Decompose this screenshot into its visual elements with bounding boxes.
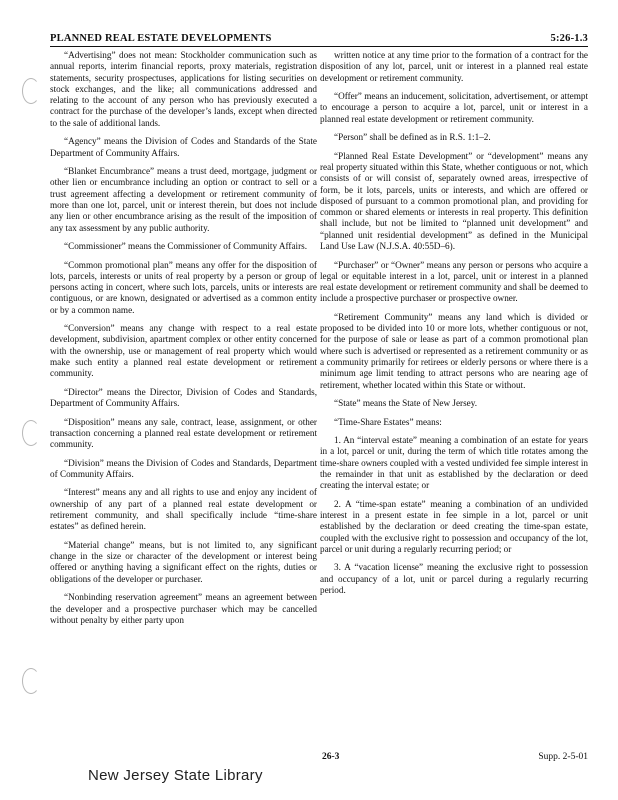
list-item: 1. An “interval estate” meaning a combination of an estate for years in a lot, parcel or unit, during the term of which title rotates among the time-share owners coupled with a vested undivided fee simple interest in the remainder in that unit as established by the declaration or deed creating the interval estate; or <box>320 435 588 491</box>
header-section-number: 5:26-1.3 <box>550 33 588 44</box>
right-column <box>320 50 588 604</box>
definition-paragraph: “Common promotional plan” means any offer for the disposition of lots, parcels, interests or units of real property by a person or group of persons acting in concert, where such lots, parcels, units or interests are contiguous, or are known, designated or advertised as a common entity or by a common name. <box>50 259 317 315</box>
definition-paragraph: “State” means the State of New Jersey. <box>334 398 478 409</box>
punch-hole-mark <box>22 420 40 446</box>
definition-paragraph: “Offer” means an inducement, solicitation, advertisement, or attempt to encourage a person to acquire a lot, parcel, unit or interest in a planned real estate development or retirement community. <box>320 91 588 124</box>
definition-paragraph: “Interest” means any and all rights to use and enjoy any incident of ownership of any part of a planned real estate development or retirement community, and shall specifically include “time-share estates” as defined herein. <box>50 487 317 532</box>
punch-hole-mark <box>22 668 40 694</box>
definition-paragraph: “Retirement Community” means any land which is divided or proposed to be divided into 10 or more lots, whether contiguous or not, for the purpose of sale or lease as part of a common promotional plan where such is advertised or represented as a retirement community or as a community primarily for retirees or elderly persons or where there is a minimum age limit tending to attract persons who are nearing age of retirement, whether located within this State or without. <box>320 311 588 390</box>
definition-paragraph: “Disposition” means any sale, contract, lease, assignment, or other transaction concerning a planned real estate development or retirement community. <box>50 416 317 450</box>
definition-paragraph: “Material change” means, but is not limited to, any significant change in the size or character of the development or interest being offered or anything having a significant effect on the rights, duties or obligations of the developer or purchaser. <box>50 539 317 584</box>
definition-paragraph: written notice at any time prior to the formation of a contract for the disposition of any lot, parcel, unit or interest in a planned real estate development or retirement community. <box>320 50 588 83</box>
definition-paragraph: “Purchaser” or “Owner” means any person or persons who acquire a legal or equitable interest in a lot, parcel, unit or interest in a planned real estate development or retirement community and shall be deemed to include a prospective purchaser or prospective owner. <box>320 259 588 304</box>
list-item: 2. A “time-span estate” meaning a combination of an undivided interest in a present estate in fee simple in a lot, parcel or unit established by the declaration or deed creating the time-span estate, coupled with the exclusive right to possession and occupancy of the lot, parcel or unit during a regularly recurring period; or <box>320 498 588 554</box>
definition-paragraph: “Advertising” does not mean: Stockholder communication such as annual reports, interim financial reports, proxy materials, registration statements, security prospectuses, applications for listing securities on stock exchanges, and the like; all communications addressed and relating to the account of any person who has previously executed a contract for the purchase of the developer’s lands, except when directed to the sale of additional lands. <box>50 50 317 128</box>
punch-hole-mark <box>22 78 40 104</box>
header-title: PLANNED REAL ESTATE DEVELOPMENTS <box>50 33 272 44</box>
definition-paragraph: “Division” means the Division of Codes and Standards, Department of Community Affairs. <box>50 457 317 479</box>
definition-paragraph: “Planned Real Estate Development” or “development” means any real property situated within this State, whether contiguous or not, which consists of or will consist of, separately owned areas, irrespective of form, be it lots, parcels, units or interests, and which are offered or disposed of pursuant to a common promotional plan, and providing for common or shared elements or interests in real property. This definition shall include, but not be limited to “planned unit development” and “planned unit residential development” as defined in the Municipal Land Use Law (N.J.S.A. 40:55D–6). <box>320 150 588 252</box>
definition-paragraph: “Time-Share Estates” means: <box>334 416 442 427</box>
definition-paragraph: “Blanket Encumbrance” means a trust deed, mortgage, judgment or other lien or encumbrance including an option or contract to sell or a trust agreement affecting a development or retirement community of more than one lot, parcel, unit or interest therein, but does not include any lien or other encumbrance arising as the result of the imposition of any tax assessment by any public authority. <box>50 166 317 233</box>
definition-paragraph: “Commissioner” means the Commissioner of Community Affairs. <box>64 241 308 252</box>
definition-paragraph: “Director” means the Director, Division of Codes and Standards, Department of Community Affairs. <box>50 386 317 409</box>
list-item: 3. A “vacation license” meaning the exclusive right to possession and occupancy of a lot, unit or parcel during a regularly recurring period. <box>320 562 588 596</box>
definition-paragraph: “Person” shall be defined as in R.S. 1:1–2. <box>334 132 491 143</box>
library-stamp: New Jersey State Library <box>88 767 263 784</box>
left-column <box>50 50 317 633</box>
page-number: 26-3 <box>322 752 340 762</box>
definition-paragraph: “Conversion” means any change with respect to a real estate development, subdivision, apartment complex or other entity concerned with the ownership, use or management of real property which would make such entity a planned real estate development or retirement community. <box>50 323 317 379</box>
running-header <box>50 30 588 47</box>
definition-paragraph: “Agency” means the Division of Codes and Standards of the State Department of Community Affairs. <box>50 136 317 158</box>
definition-paragraph: “Nonbinding reservation agreement” means an agreement between the developer and a prospective purchaser which may be cancelled without penalty by either party upon <box>50 592 317 625</box>
supplement-date: Supp. 2-5-01 <box>538 752 588 762</box>
